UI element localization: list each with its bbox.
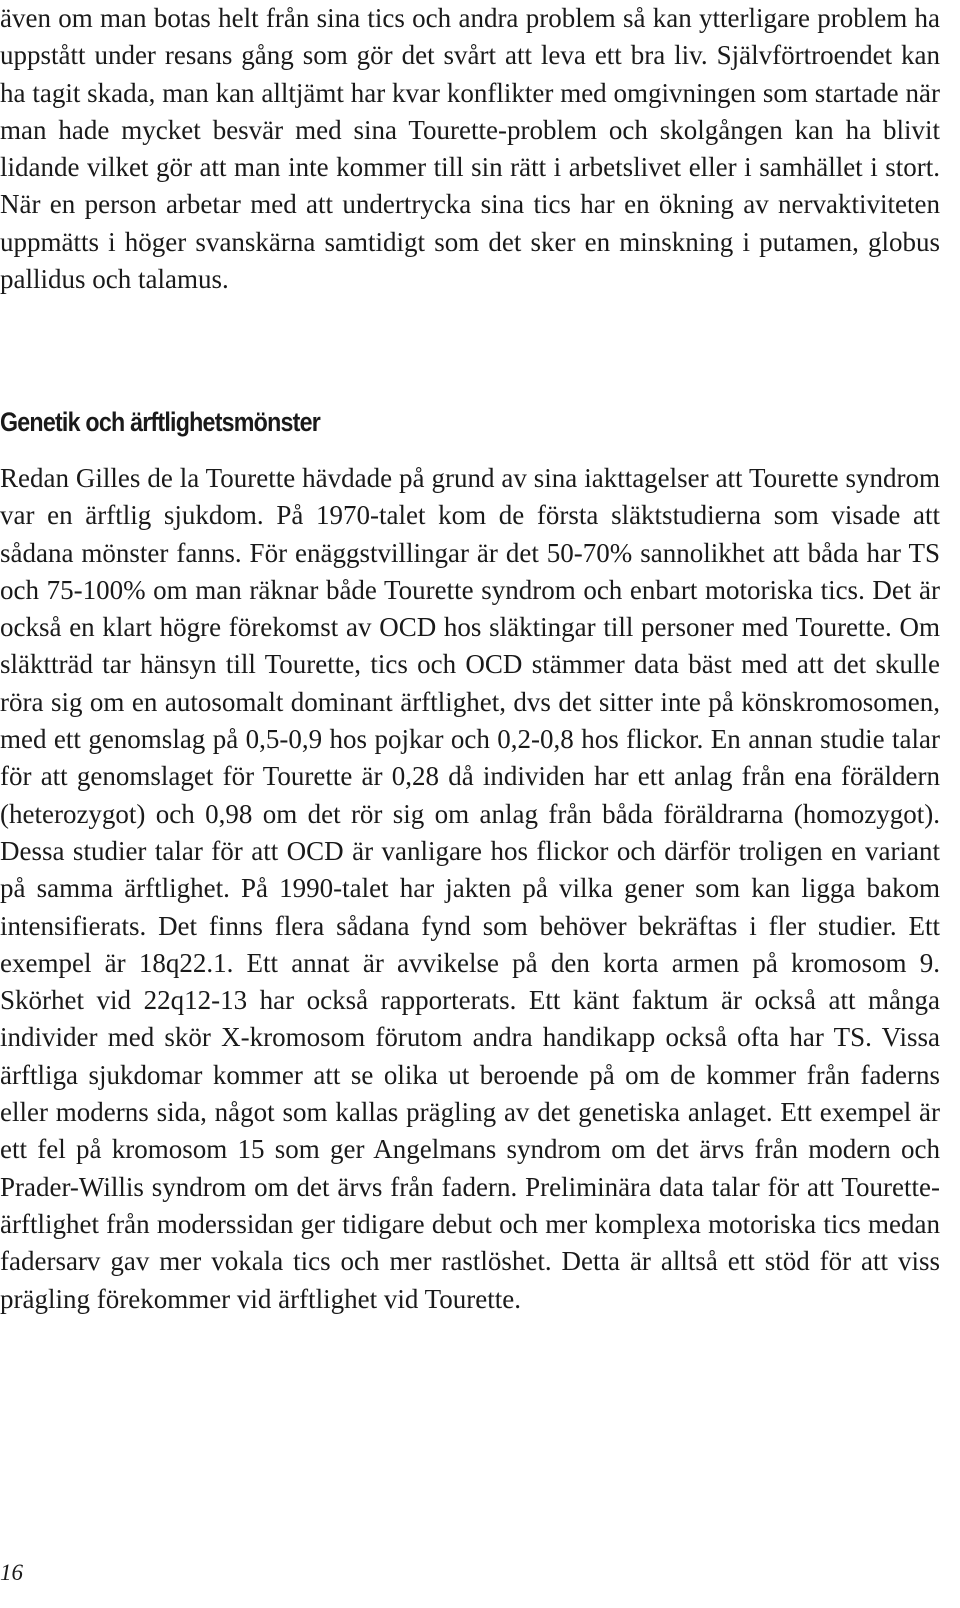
page-number: 16 (0, 1560, 23, 1585)
section-heading: Genetik och ärftlighetsmönster (0, 407, 321, 437)
body-paragraph-1: även om man botas helt från sina tics och andra problem så kan ytterligare problem ha uppstått under resans gång som gör det svårt att leva ett bra liv. Självförtroendet kan ha tagit skada, man kan alltjämt har kvar konflikter med omgivningen som startade när man hade mycket besvär med sina Tourette-problem och skolgången kan ha blivit lidande vilket gör att man inte kommer till sin rätt i arbetslivet eller i samhället i stort. När en person arbetar med att undertrycka sina tics har en ökning av nervaktiviteten uppmätts i höger svanskärna samtidigt som det sker en minskning i putamen, globus pallidus och talamus. (0, 3, 940, 295)
body-paragraph-2: Redan Gilles de la Tourette hävdade på grund av sina iakttagelser att Tourette syndrom var en ärftlig sjukdom. På 1970-talet kom de första släktstudierna som visade att sådana mönster fanns. För enäggstvillingar är det 50-70% sannolikhet att båda har TS och 75-100% om man räknar både Tourette syndrom och enbart motoriska tics. Det är också en klart högre förekomst av OCD hos släktingar till personer med Tourette. Om släktträd tar hänsyn till Tourette, tics och OCD stämmer data bäst med att det skulle röra sig om en autosomalt dominant ärftlighet, dvs det sitter inte på könskromosomen, med ett genomslag på 0,5-0,9 hos pojkar och 0,2-0,8 hos flickor. En annan studie talar för att genomslaget för Tourette är 0,28 då individen har ett anlag från ena föräldern (heterozygot) och 0,98 om det rör sig om anlag från båda föräldrarna (homozygot). Dessa studier talar för att OCD är vanligare hos flickor och därför troligen en variant på samma ärftlighet. På 1990-talet har jakten på vilka gener som kan ligga bakom intensifierats. Det finns flera sådana fynd som behöver bekräftas i fler studier. Ett exempel är 18q22.1. Ett annat är avvikelse på den korta armen på kromosom 9. Skörhet vid 22q12-13 har också rapporterats. Ett känt faktum är också att många individer med skör X-kromosom förutom andra handikapp också ofta har TS. Vissa ärftliga sjukdomar kommer att se olika ut beroende på om de kommer från faderns eller moderns sida, något som kallas prägling av det genetiska anlaget. Ett exempel är ett fel på kromosom 15 som ger Angelmans syndrom om det ärvs från modern och Prader-Willis syndrom om det ärvs från fadern. Preliminära data talar för att Tourette-ärftlighet från moderssidan ger tidigare debut och mer komplexa motoriska tics medan fadersarv gav mer vokala tics och mer rastlöshet. Detta är alltså ett stöd för att viss prägling förekommer vid ärftlighet vid Tourette. (0, 463, 940, 1314)
